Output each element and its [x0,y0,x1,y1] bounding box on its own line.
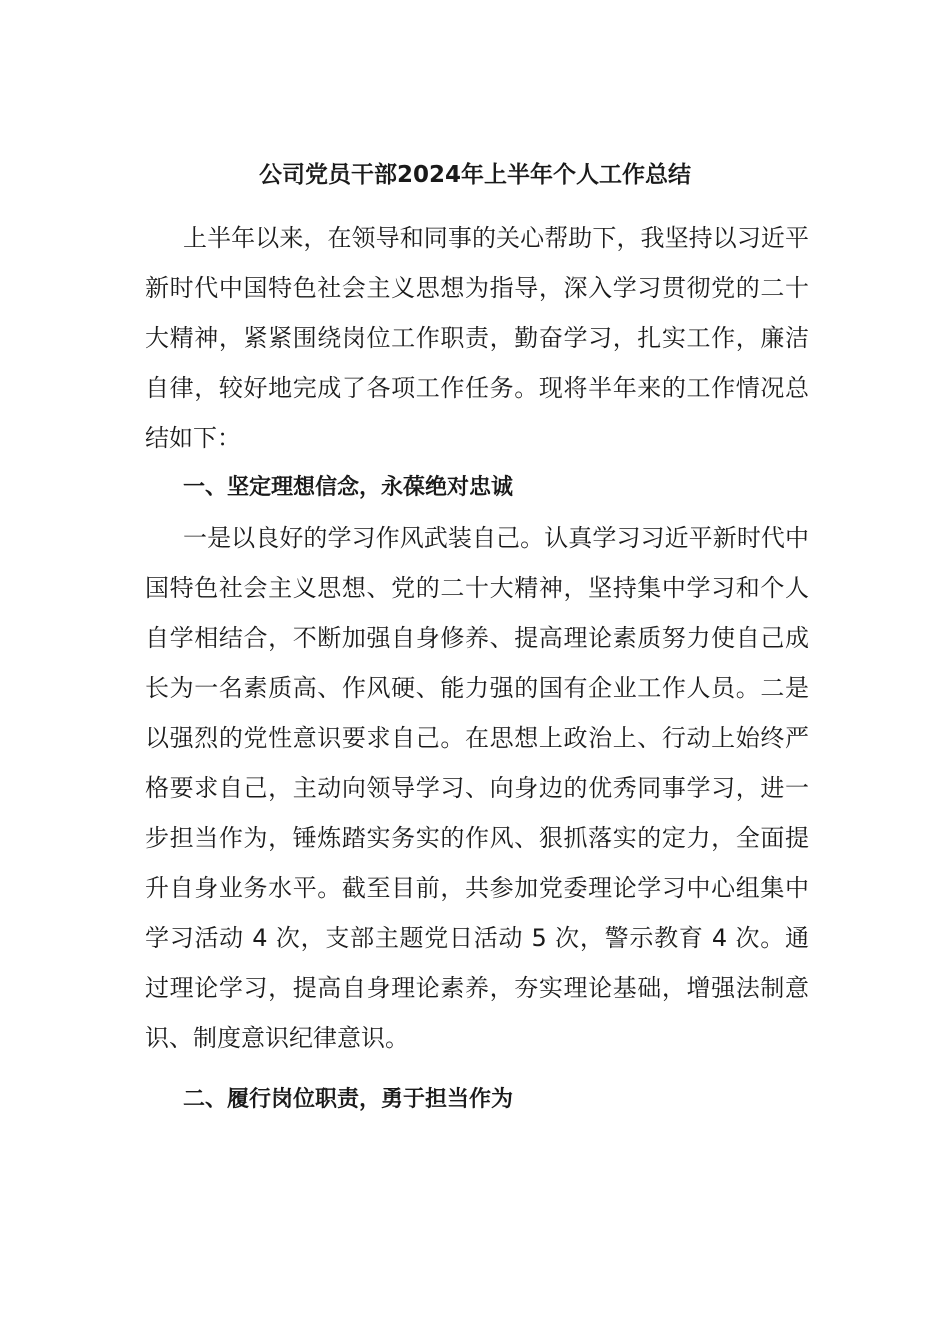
intro-paragraph: 上半年以来，在领导和同事的关心帮助下，我坚持以习近平新时代中国特色社会主义思想为指导，深入学习贯彻党的二十大精神，紧紧围绕岗位工作职责，勤奋学习，扎实工作，廉洁自律，较好地完成了各项工作任务。现将半年来的工作情况总结如下： [145,224,809,452]
section-heading-1: 一、坚定理想信念，永葆绝对忠诚 [183,475,514,500]
section-1-paragraph: 一是以良好的学习作风武装自己。认真学习习近平新时代中国特色社会主义思想、党的二十大精神，坚持集中学习和个人自学相结合，不断加强自身修养、提高理论素质努力使自己成长为一名素质高、作风硬、能力强的国有企业工作人员。二是以强烈的党性意识要求自己。在思想上政治上、行动上始终严格要求自己，主动向领导学习、向身边的优秀同事学习，进一步担当作为，锤炼踏实务实的作风、狠抓落实的定力，全面提升自身业务水平。截至目前，共参加党委理论学习中心组集中学习活动 4 次，支部主题党日活动 5 次，警示教育 4 次。通过理论学习，提高自身理论素养，夯实理论基础，增强法制意识、制度意识纪律意识。 [145,524,809,1052]
document-body [145,213,809,1125]
section-heading-2: 二、履行岗位职责，勇于担当作为 [183,1087,514,1112]
document-title: 公司党员干部2024年上半年个人工作总结 [258,162,691,188]
